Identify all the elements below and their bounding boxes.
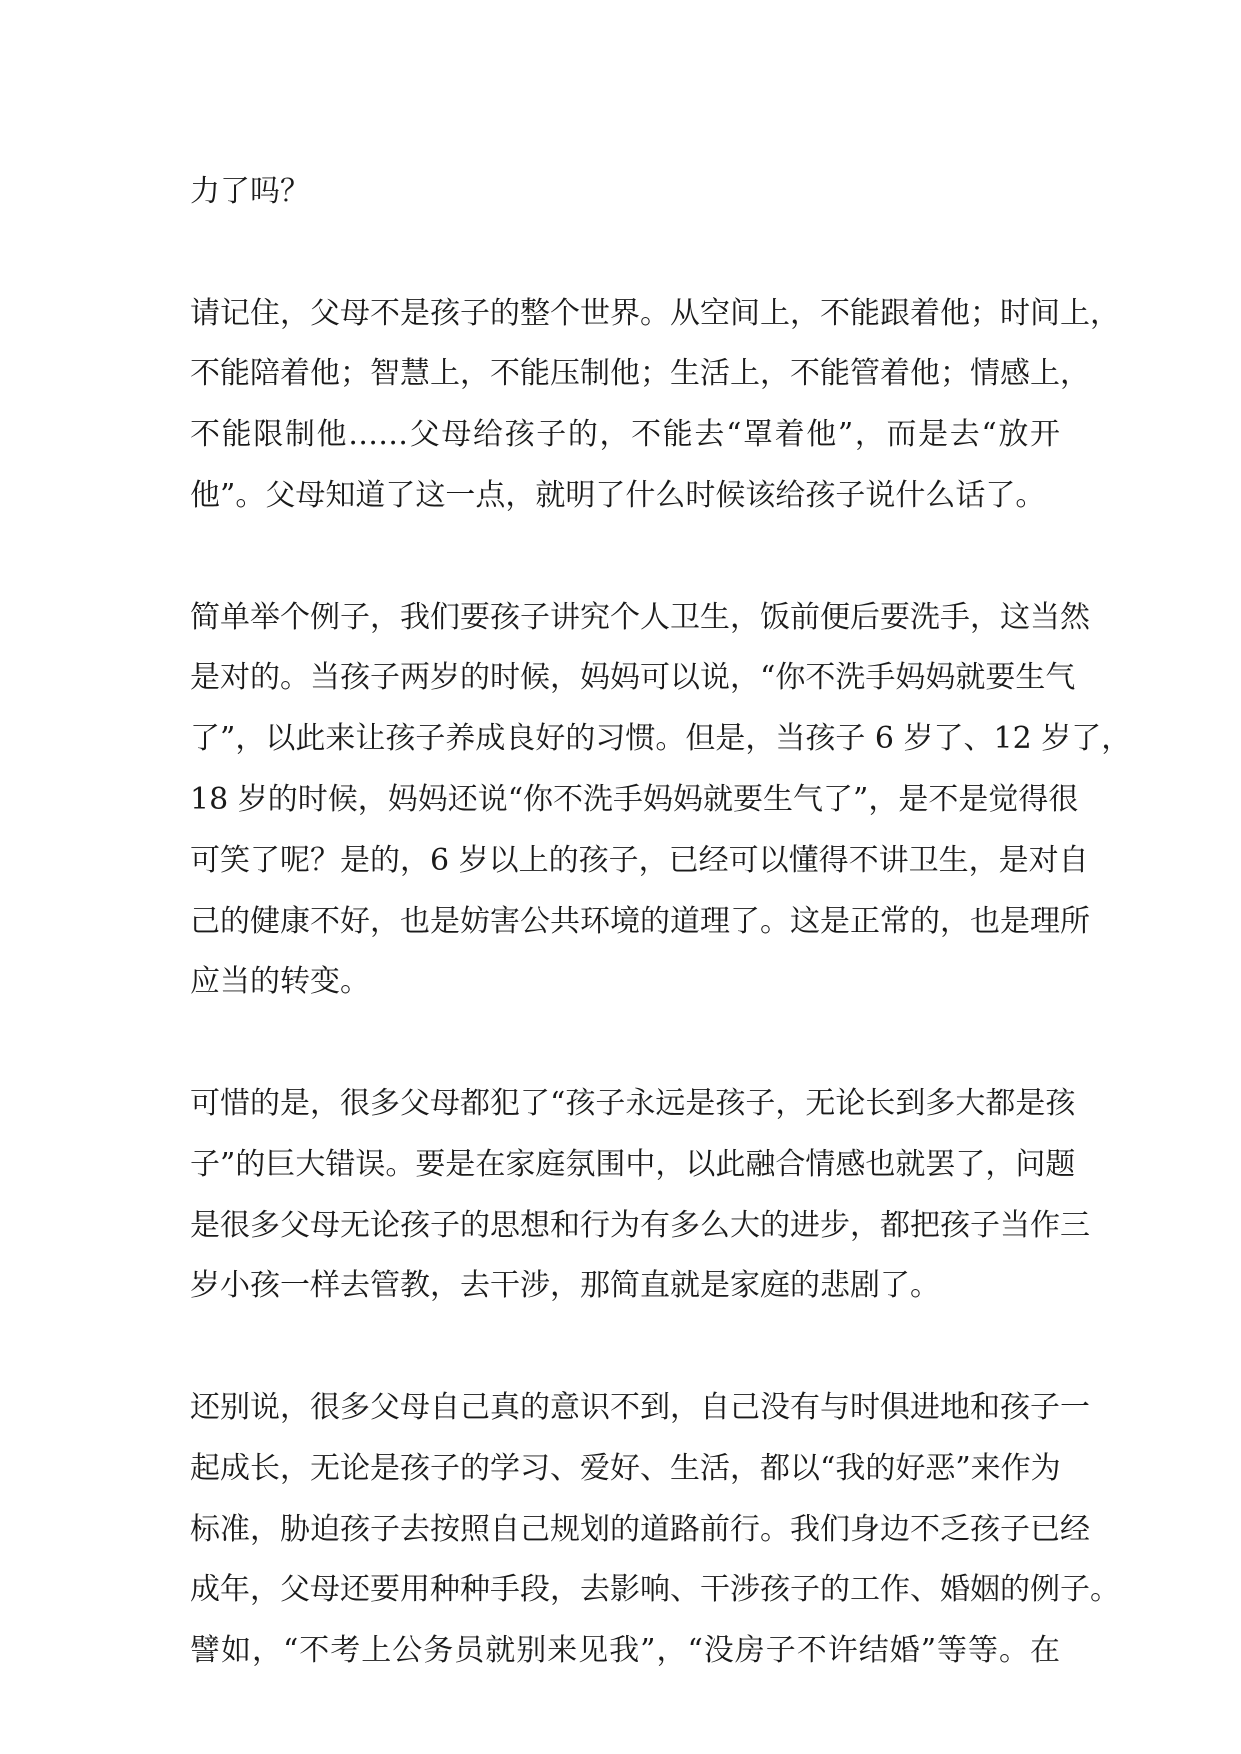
paragraph-line: 譬如，“不考上公务员就别来见我”，“没房子不许结婚”等等。在 — [190, 1633, 1060, 1669]
paragraph-line: 他”。父母知道了这一点，就明了什么时候该给孩子说什么话了。 — [190, 477, 1046, 513]
paragraph-gap — [190, 1013, 1060, 1074]
paragraph-gap — [190, 1317, 1060, 1378]
paragraph-line: 己的健康不好，也是妨害公共环境的道理了。这是正常的，也是理所 — [190, 903, 1090, 939]
paragraph-line: 子”的巨大错误。要是在家庭氛围中，以此融合情感也就罢了，问题 — [190, 1146, 1076, 1182]
document-body — [190, 162, 1132, 1682]
paragraph-line: 成年，父母还要用种种手段，去影响、干涉孩子的工作、婚姻的例子。 — [190, 1572, 1120, 1608]
paragraph-line: 简单举个例子，我们要孩子讲究个人卫生，饭前便后要洗手，这当然 — [190, 599, 1090, 635]
paragraph-2 — [190, 284, 1120, 527]
paragraph-line: 是很多父母无论孩子的思想和行为有多么大的进步，都把孩子当作三 — [190, 1207, 1090, 1243]
paragraph-line: 是对的。当孩子两岁的时候，妈妈可以说，“你不洗手妈妈就要生气 — [190, 660, 1076, 696]
paragraph-line: 可笑了呢？是的，6 岁以上的孩子，已经可以懂得不讲卫生，是对自 — [190, 842, 1089, 878]
paragraph-line: 标准，胁迫孩子去按照自己规划的道路前行。我们身边不乏孩子已经 — [190, 1511, 1090, 1547]
paragraph-line: 18 岁的时候，妈妈还说“你不洗手妈妈就要生气了”，是不是觉得很 — [190, 781, 1079, 817]
paragraph-4 — [190, 1074, 1090, 1317]
paragraph-line: 应当的转变。 — [190, 964, 370, 1000]
paragraph-5 — [190, 1378, 1120, 1682]
paragraph-1 — [190, 162, 1060, 223]
paragraph-line: 可惜的是，很多父母都犯了“孩子永远是孩子，无论长到多大都是孩 — [190, 1085, 1076, 1121]
paragraph-gap — [190, 527, 1060, 588]
paragraph-line: 还别说，很多父母自己真的意识不到，自己没有与时俱进地和孩子一 — [190, 1389, 1090, 1425]
paragraph-line: 力了吗？ — [190, 174, 310, 209]
paragraph-line: 岁小孩一样去管教，去干涉，那简直就是家庭的悲剧了。 — [190, 1268, 940, 1304]
paragraph-gap — [190, 223, 1060, 284]
paragraph-3 — [190, 588, 1132, 1014]
paragraph-line: 不能陪着他；智慧上，不能压制他；生活上，不能管着他；情感上， — [190, 356, 1090, 392]
paragraph-line: 不能限制他……父母给孩子的，不能去“罩着他”，而是去“放开 — [190, 417, 1060, 453]
paragraph-line: 请记住，父母不是孩子的整个世界。从空间上，不能跟着他；时间上， — [190, 295, 1120, 331]
paragraph-line: 了”，以此来让孩子养成良好的习惯。但是，当孩子 6 岁了、12 岁了， — [190, 721, 1132, 757]
paragraph-line: 起成长，无论是孩子的学习、爱好、生活，都以“我的好恶”来作为 — [190, 1450, 1061, 1486]
